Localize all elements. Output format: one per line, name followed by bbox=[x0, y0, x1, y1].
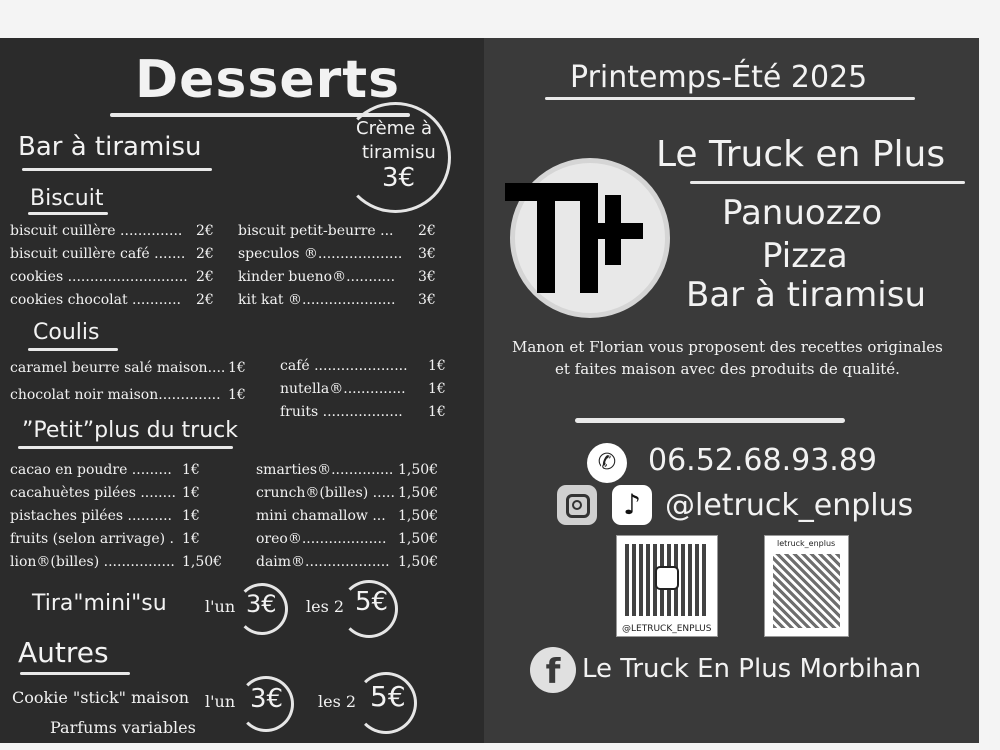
creme-price: 3€ bbox=[382, 163, 416, 193]
menu-item-name: kinder bueno®........... bbox=[238, 269, 396, 285]
menu-item-name: cacao en poudre ......... bbox=[10, 462, 172, 478]
menu-item-price: 1€ bbox=[228, 360, 246, 376]
tiktok-icon[interactable]: ♪ bbox=[612, 485, 652, 525]
social-handle[interactable]: @letruck_enplus bbox=[665, 488, 914, 523]
autres-line1: Cookie "stick" maison bbox=[12, 688, 190, 707]
menu-item-price: 1,50€ bbox=[398, 462, 439, 478]
tiktok-qr-code[interactable] bbox=[764, 535, 849, 637]
menu-item-price: 1€ bbox=[182, 485, 200, 501]
menu-item-name: cookies chocolat ........... bbox=[10, 292, 181, 308]
menu-item-name: nutella®.............. bbox=[280, 381, 406, 397]
tiramini-lun: l'un bbox=[205, 597, 236, 616]
facebook-icon[interactable]: f bbox=[530, 647, 576, 693]
menu-item-name: cookies ........................... bbox=[10, 269, 188, 285]
menu-item-name: biscuit cuillère .............. bbox=[10, 223, 183, 239]
menu-item-price: 3€ bbox=[418, 292, 436, 308]
menu-item-name: mini chamallow ... bbox=[256, 508, 386, 524]
menu-item-price: 1,50€ bbox=[398, 531, 439, 547]
phone-icon: ✆ bbox=[587, 443, 627, 483]
menu-item-name: pistaches pilées .......... bbox=[10, 508, 172, 524]
menu-item-name: kit kat ®..................... bbox=[238, 292, 396, 308]
menu-item-name: smarties®.............. bbox=[256, 462, 394, 478]
menu-item-price: 2€ bbox=[196, 223, 214, 239]
autres-les2: les 2 bbox=[318, 692, 357, 711]
intro-line2: et faites maison avec des produits de qualité. bbox=[555, 360, 900, 378]
menu-item-name: caramel beurre salé maison.... bbox=[10, 360, 226, 376]
autres-line2: Parfums variables bbox=[50, 718, 196, 737]
menu-item-name: oreo®................... bbox=[256, 531, 387, 547]
qr2-caption: letruck_enplus bbox=[777, 539, 836, 548]
qr1-caption: @LETRUCK_ENPLUS bbox=[622, 624, 712, 634]
truck-logo-icon bbox=[510, 158, 670, 318]
instagram-icon[interactable] bbox=[557, 485, 597, 525]
menu-item-name: cacahuètes pilées ........ bbox=[10, 485, 176, 501]
menu-item-name: crunch®(billes) ..... bbox=[256, 485, 395, 501]
menu-item-price: 1€ bbox=[182, 462, 200, 478]
menu-item-price: 1€ bbox=[182, 531, 200, 547]
product-1: Panuozzo bbox=[722, 193, 883, 233]
menu-item-price: 2€ bbox=[418, 223, 436, 239]
menu-item-price: 3€ bbox=[418, 246, 436, 262]
menu-item-price: 1€ bbox=[428, 381, 446, 397]
tiramini-price2: 5€ bbox=[355, 587, 389, 617]
menu-item-price: 1,50€ bbox=[398, 554, 439, 570]
biscuit-title: Biscuit bbox=[30, 186, 104, 211]
section-tiramisu-title: Bar à tiramisu bbox=[18, 132, 202, 162]
facebook-page-name[interactable]: Le Truck En Plus Morbihan bbox=[582, 654, 922, 684]
menu-item-price: 1,50€ bbox=[398, 485, 439, 501]
instagram-qr-code[interactable] bbox=[616, 535, 718, 637]
autres-price2: 5€ bbox=[370, 680, 406, 713]
menu-item-name: lion®(billes) ................ bbox=[10, 554, 175, 570]
phone-number[interactable]: 06.52.68.93.89 bbox=[648, 443, 878, 478]
product-3: Bar à tiramisu bbox=[686, 275, 927, 315]
season-title: Printemps-Été 2025 bbox=[570, 60, 868, 95]
menu-item-price: 3€ bbox=[418, 269, 436, 285]
autres-title: Autres bbox=[18, 636, 109, 669]
brand-name: Le Truck en Plus bbox=[656, 134, 946, 175]
desserts-title: Desserts bbox=[135, 50, 401, 110]
menu-item-name: daim®................... bbox=[256, 554, 390, 570]
menu-item-name: fruits (selon arrivage) . bbox=[10, 531, 175, 547]
product-2: Pizza bbox=[762, 236, 848, 276]
menu-item-name: biscuit petit-beurre ... bbox=[238, 223, 394, 239]
coulis-title: Coulis bbox=[33, 320, 100, 345]
creme-line2: tiramisu bbox=[362, 142, 436, 163]
tiramini-les2: les 2 bbox=[306, 597, 345, 616]
menu-item-price: 1€ bbox=[428, 358, 446, 374]
menu-item-price: 1€ bbox=[428, 404, 446, 420]
menu-item-name: fruits .................. bbox=[280, 404, 403, 420]
menu-item-name: café ..................... bbox=[280, 358, 408, 374]
menu-item-name: biscuit cuillère café ....... bbox=[10, 246, 186, 262]
menu-item-price: 1€ bbox=[228, 387, 246, 403]
menu-item-price: 2€ bbox=[196, 292, 214, 308]
menu-item-name: speculos ®................... bbox=[238, 246, 403, 262]
menu-item-price: 1€ bbox=[182, 508, 200, 524]
menu-item-price: 1,50€ bbox=[182, 554, 223, 570]
autres-lun: l'un bbox=[205, 692, 236, 711]
tiramini-title: Tira"mini"su bbox=[32, 591, 167, 616]
autres-price1: 3€ bbox=[250, 684, 284, 714]
petit-title: ”Petit”plus du truck bbox=[22, 418, 239, 443]
menu-item-name: chocolat noir maison.............. bbox=[10, 387, 221, 403]
creme-line1: Crème à bbox=[356, 118, 433, 139]
menu-item-price: 2€ bbox=[196, 246, 214, 262]
intro-line1: Manon et Florian vous proposent des recettes originales bbox=[512, 338, 943, 356]
tiramini-price1: 3€ bbox=[246, 590, 277, 618]
menu-item-price: 1,50€ bbox=[398, 508, 439, 524]
menu-item-price: 2€ bbox=[196, 269, 214, 285]
